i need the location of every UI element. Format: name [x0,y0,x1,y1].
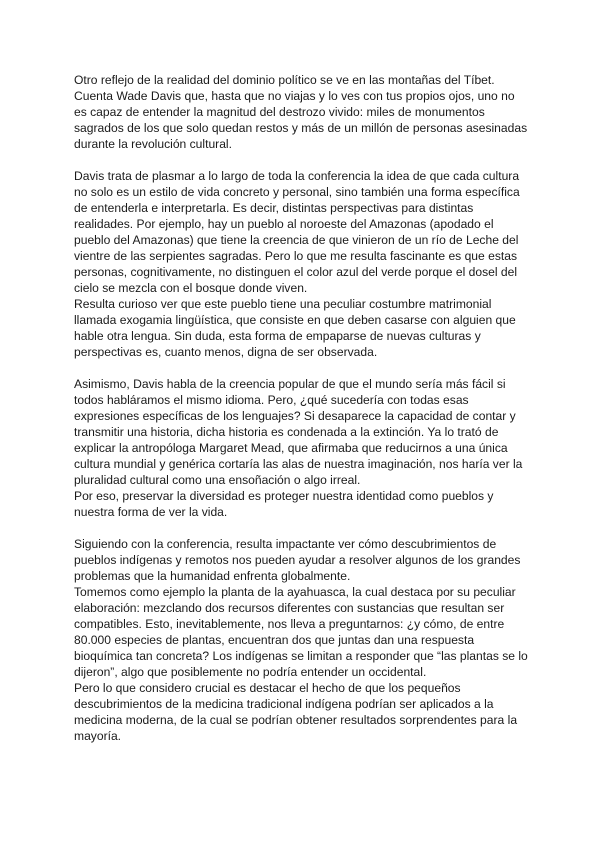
text-line: explicar la antropóloga Margaret Mead, que afirmaba que reducirnos a una única [74,441,508,455]
text-line: hable otra lengua. Sin duda, esta forma de empaparse de nuevas culturas y [74,329,481,343]
text-line: perspectivas es, cuanto menos, digna de ser observada. [74,345,378,359]
text-line: Tomemos como ejemplo la planta de la ayahuasca, la cual destaca por su peculiar [74,585,516,599]
text-line: sagrados de los que solo quedan restos y más de un millón de personas asesinadas [74,121,528,135]
text-line: Siguiendo con la conferencia, resulta impactante ver cómo descubrimientos de [74,537,497,551]
text-line: pluralidad cultural como una ensoñación o algo irreal. [74,473,361,487]
text-line: pueblo del Amazonas) que tiene la creencia de que vinieron de un río de Leche del [74,233,519,247]
paragraph-amazon [74,168,526,360]
text-line: de entenderla e interpretarla. Es decir, distintas perspectivas para distintas [74,201,474,215]
text-line: bioquímica tan concreta? Los indígenas se limitan a responder que “las plantas se lo [74,649,528,663]
text-line: pueblos indígenas y remotos nos pueden ayudar a resolver algunos de los grandes [74,553,521,567]
text-line: elaboración: mezclando dos recursos diferentes con sustancias que resultan ser [74,601,505,615]
text-line: transmitir una historia, dicha historia es condenada a la extinción. Ya lo trató de [74,425,499,439]
text-line: mayoría. [74,729,122,743]
text-line: 80.000 especies de plantas, encuentran dos que juntas dan una respuesta [74,633,475,647]
text-line: expresiones específicas de los lenguajes? Si desaparece la capacidad de contar y [74,409,516,423]
text-line: llamada exogamia lingüística, que consiste en que deben casarse con alguien que [74,313,516,327]
text-line: todos habláramos el mismo idioma. Pero, ¿qué sucedería con todas esas [74,393,469,407]
paragraph-language [74,376,526,520]
paragraph-tibet [74,72,526,152]
text-line: vientre de las serpientes sagradas. Pero lo que me resulta fascinante es que estas [74,249,518,263]
text-line: descubrimientos de la medicina tradicional indígena podrían ser aplicados a la [74,697,494,711]
text-line: nuestra forma de ver la vida. [74,505,228,519]
text-line: Otro reflejo de la realidad del dominio político se ve en las montañas del Tíbet. [74,73,495,87]
text-line: es capaz de entender la magnitud del destrozo vivido: miles de monumentos [74,105,485,119]
paragraph-ayahuasca [74,536,526,744]
text-line: cielo se mezcla con el bosque donde viven. [74,281,308,295]
text-line: Davis trata de plasmar a lo largo de toda la conferencia la idea de que cada cultura [74,169,520,183]
text-line: Resulta curioso ver que este pueblo tiene una peculiar costumbre matrimonial [74,297,492,311]
text-line: compatibles. Esto, inevitablemente, nos lleva a preguntarnos: ¿y cómo, de entre [74,617,505,631]
text-line: Cuenta Wade Davis que, hasta que no viajas y lo ves con tus propios ojos, uno no [74,89,515,103]
text-line: Pero lo que considero crucial es destacar el hecho de que los pequeños [74,681,461,695]
text-line: no solo es un estilo de vida concreto y personal, sino también una forma específica [74,185,520,199]
text-line: dijeron”, algo que posiblemente no podría entender un occidental. [74,665,427,679]
text-line: medicina moderna, de la cual se podrían obtener resultados sorprendentes para la [74,713,518,727]
text-line: personas, cognitivamente, no distinguen el color azul del verde porque el dosel del [74,265,518,279]
text-line: Asimismo, Davis habla de la creencia popular de que el mundo sería más fácil si [74,377,506,391]
text-line: cultura mundial y genérica cortaría las alas de nuestra imaginación, nos haría ver la [74,457,523,471]
text-line: problemas que la humanidad enfrenta globalmente. [74,569,351,583]
text-line: Por eso, preservar la diversidad es proteger nuestra identidad como pueblos y [74,489,494,503]
text-line: durante la revolución cultural. [74,137,232,151]
document-body [74,72,526,760]
text-line: realidades. Por ejemplo, hay un pueblo al noroeste del Amazonas (apodado el [74,217,494,231]
